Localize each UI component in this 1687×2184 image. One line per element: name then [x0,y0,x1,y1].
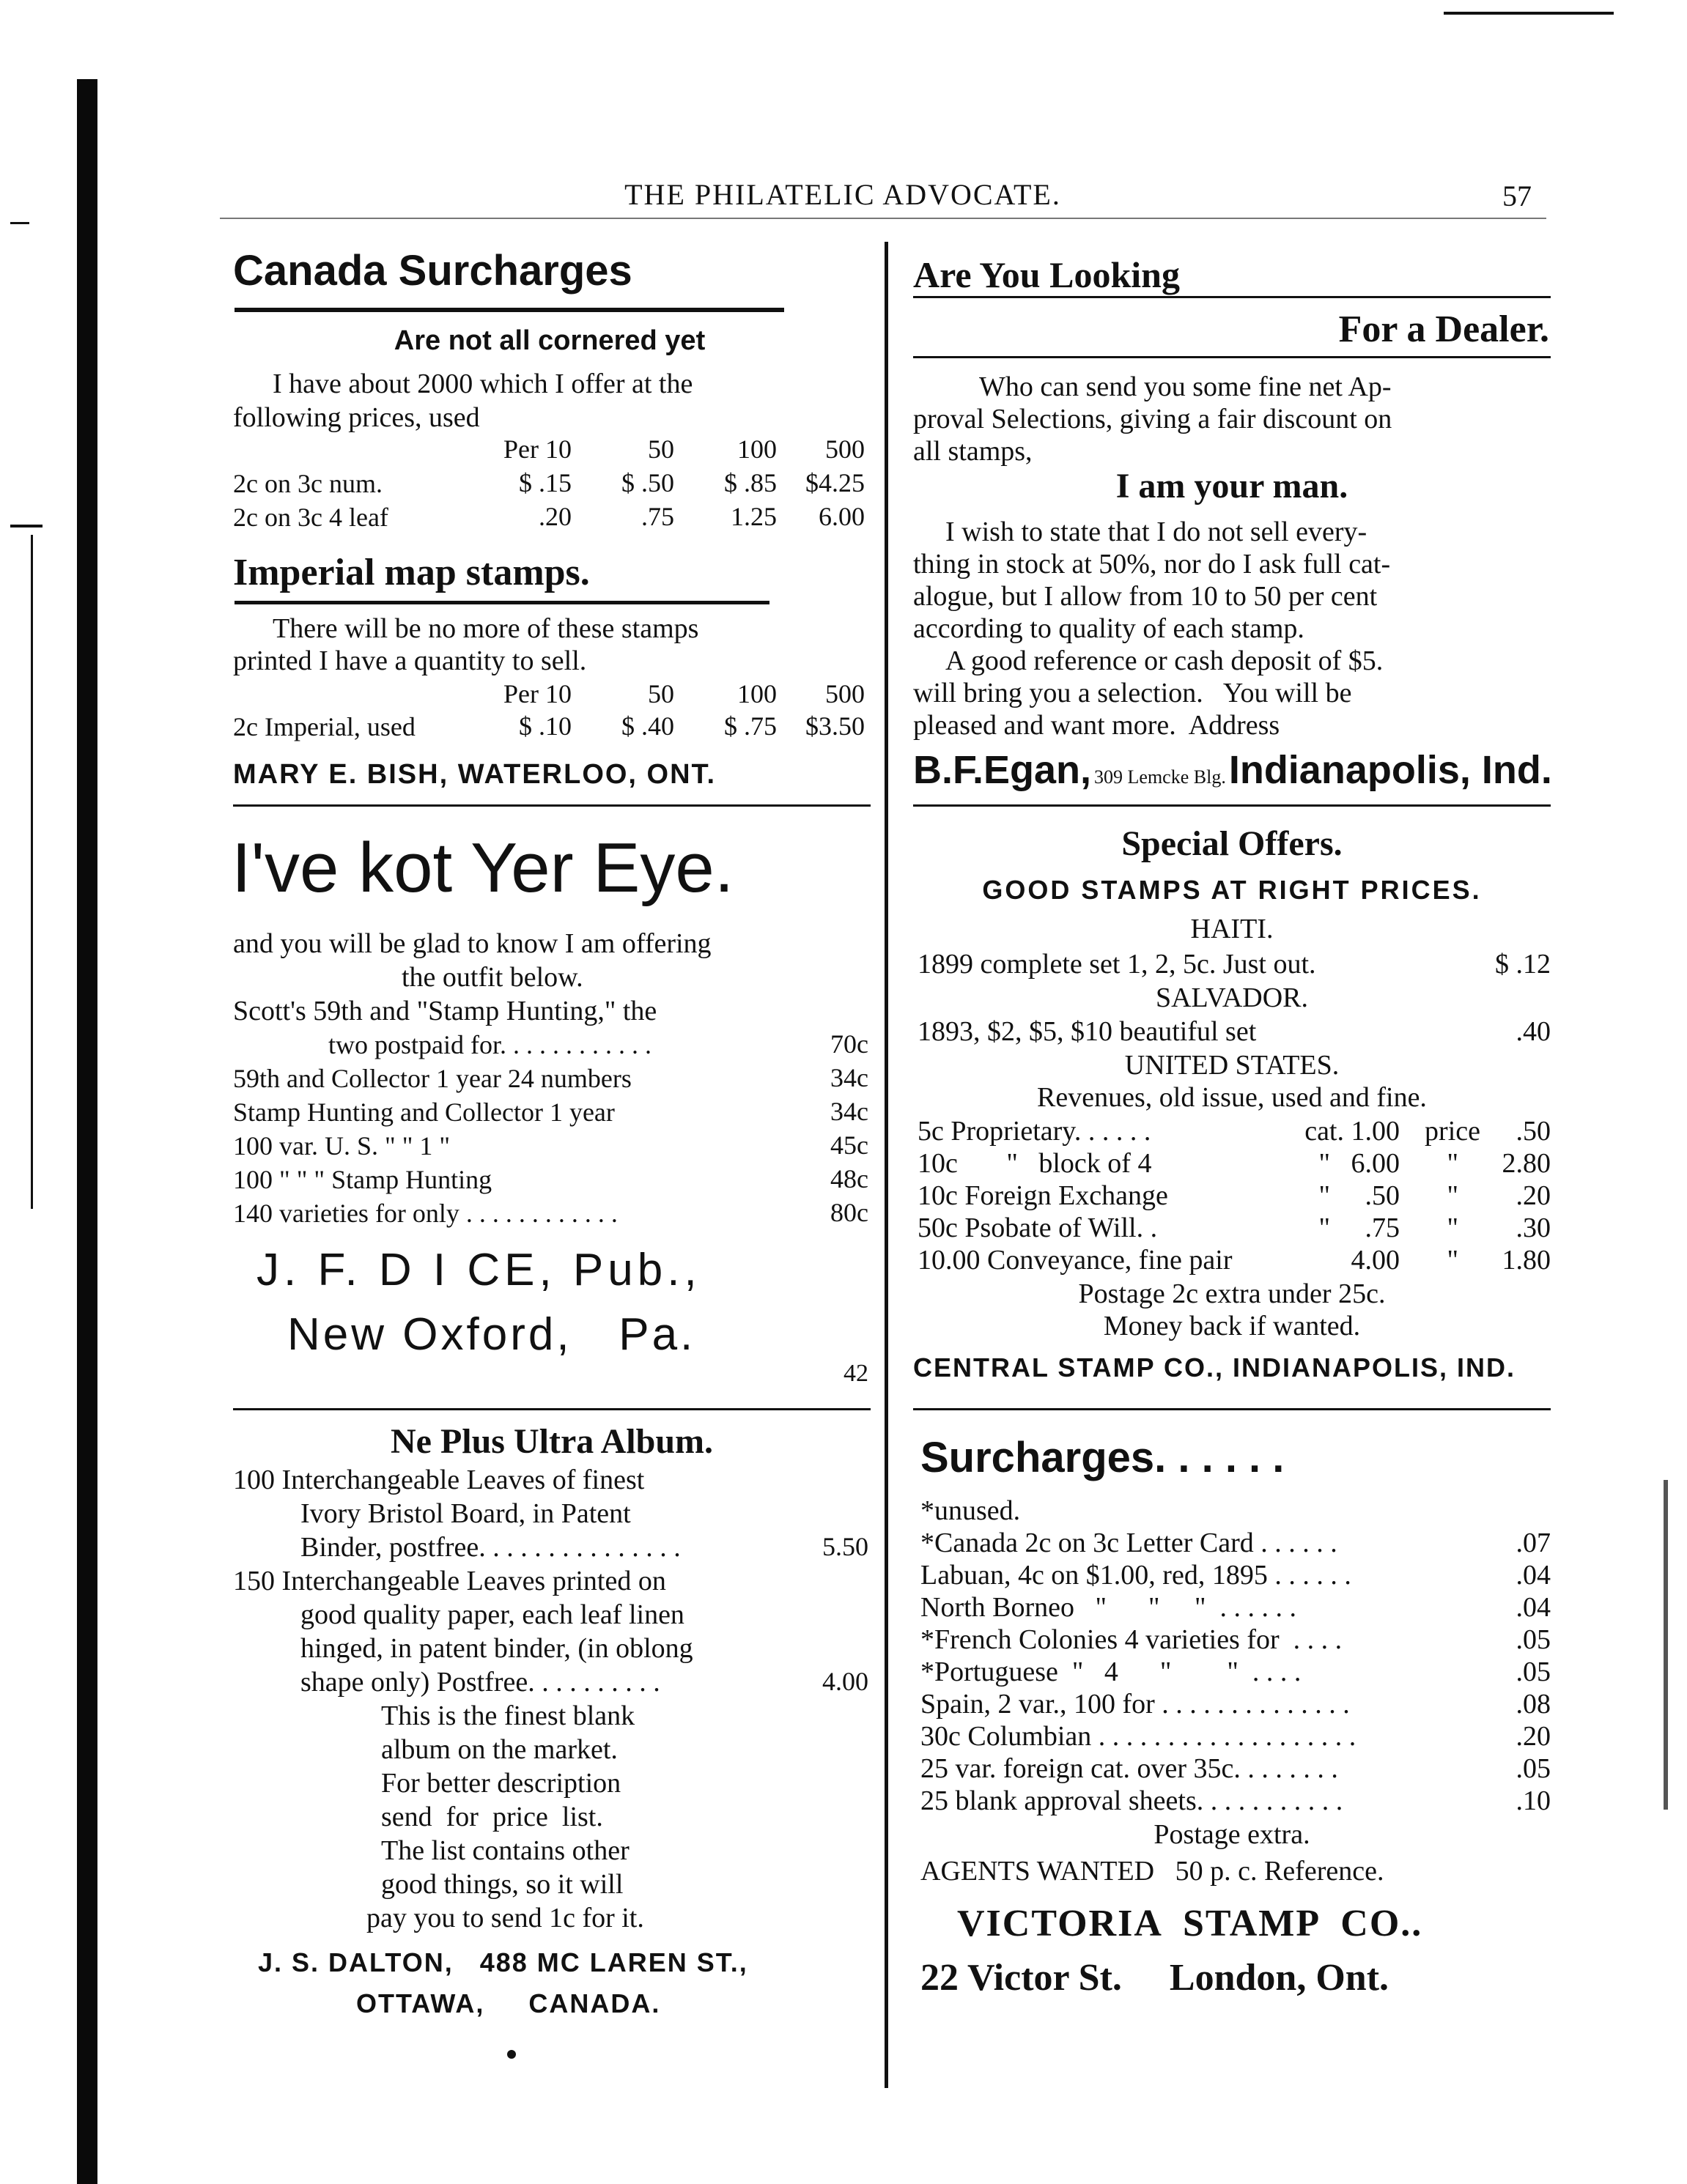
surcharge-row-1-price: .07 [1516,1528,1551,1558]
us-row-1-label: 5c Proprietary. . . . . . [918,1116,1151,1147]
eye-item-1-price: 70c [830,1029,868,1059]
canada-subheading: Are not all cornered yet [394,325,706,356]
eye-line-1: Scott's 59th and "Stamp Hunting," the [233,996,657,1026]
us-row-3-cat: " .50 [1318,1180,1400,1211]
us-heading: UNITED STATES. [1124,1050,1340,1081]
canada-row-2-v1: .20 [539,502,572,531]
eye-item-3-price: 34c [830,1097,868,1126]
imperial-row-label: 2c Imperial, used [233,712,416,741]
canada-row-1-v4: $4.25 [805,468,865,497]
album-blurb-7: pay you to send 1c for it. [366,1903,644,1933]
column-divider [885,242,888,2088]
dealer-p2-line-4: according to quality of each stamp. [913,613,1304,644]
surcharge-row-1-label: *Canada 2c on 3c Letter Card . . . . . . [920,1528,1337,1558]
surcharge-row-9-label: 25 blank approval sheets. . . . . . . . . . . [920,1785,1343,1816]
victoria-address: 22 Victor St. London, Ont. [920,1957,1389,1999]
surcharge-row-2-price: .04 [1516,1560,1551,1591]
us-row-2-cat: " 6.00 [1318,1148,1400,1179]
eye-intro-2: the outfit below. [402,962,583,993]
us-row-3-label: 10c Foreign Exchange [918,1180,1168,1211]
album-address-1: J. S. DALTON, 488 MC LAREN ST., [258,1947,748,1977]
us-row-5-label: 10.00 Conveyance, fine pair [918,1245,1233,1276]
us-row-2-label: 10c " block of 4 [918,1148,1152,1179]
surcharges-note: *unused. [920,1495,1021,1526]
surcharge-row-4-price: .05 [1516,1624,1551,1655]
dealer-tagline: I am your man. [1115,467,1348,506]
album-heading: Ne Plus Ultra Album. [390,1422,713,1461]
eye-item-3-label: Stamp Hunting and Collector 1 year [233,1097,615,1127]
imperial-col-500: 500 [825,679,865,708]
imperial-row-v1: $ .10 [519,711,572,741]
album-blurb-6: good things, so it will [381,1869,624,1900]
dealer-heading-1: Are You Looking [913,254,1180,295]
canada-heading-rule [235,308,784,312]
surcharge-row-6-label: Spain, 2 var., 100 for . . . . . . . . . . . . . . [920,1689,1350,1720]
surcharges-postage: Postage extra. [1153,1819,1310,1850]
canada-row-1-v2: $ .50 [621,468,674,497]
us-row-4-label: 50c Psobate of Will. . [918,1213,1158,1243]
surcharges-agents: AGENTS WANTED 50 p. c. Reference. [920,1856,1384,1887]
dealer-p2-line-1: I wish to state that I do not sell every- [945,517,1367,547]
page-number: 57 [1502,179,1532,212]
canada-row-1-v1: $ .15 [519,468,572,497]
surcharge-row-7-price: .20 [1516,1721,1551,1752]
eye-item-4-label: 100 var. U. S. " " 1 " [233,1131,451,1161]
album-blurb-2: album on the market. [381,1734,618,1765]
us-row-3-priceword: " [1447,1180,1458,1211]
margin-rule-right [1664,1480,1668,1810]
imperial-col-100: 100 [737,679,777,708]
us-row-4-cat: " .75 [1318,1213,1400,1243]
canada-col-500: 500 [825,434,865,464]
album-item-2-line-3: hinged, in patent binder, (in oblong [300,1633,693,1664]
canada-row-2-v3: 1.25 [731,502,777,531]
eye-item-6-label: 140 varieties for only . . . . . . . . . . . . [233,1199,618,1228]
canada-intro-1: I have about 2000 which I offer at the [273,369,693,399]
dealer-heading-rule-2 [913,356,1551,358]
dealer-p2-line-6: will bring you a selection. You will be [913,678,1352,708]
album-address-2: OTTAWA, CANADA. [356,1988,661,2018]
album-price-1: 5.50 [822,1532,868,1561]
dealer-sig-address: 309 Lemcke Blg. [1094,766,1226,788]
section-rule-3 [913,804,1551,807]
dealer-p1-line-3: all stamps, [913,436,1033,467]
salvador-price: .40 [1516,1016,1551,1047]
section-rule-2 [233,1408,871,1410]
dealer-heading-2: For a Dealer. [1338,308,1549,350]
special-heading: Special Offers. [1121,824,1343,863]
corner-rule [1444,12,1614,15]
canada-row-2-v2: .75 [641,502,674,531]
surcharge-row-8-label: 25 var. foreign cat. over 35c. . . . . . . . [920,1753,1338,1784]
album-blurb-4: send for price list. [381,1802,603,1832]
album-item-2-line-4: shape only) Postfree. . . . . . . . . . [300,1667,660,1698]
album-blurb-3: For better description [381,1768,621,1799]
dealer-p2-line-7: pleased and want more. Address [913,710,1280,741]
margin-mark-left-2 [10,525,43,528]
us-row-5-price: 1.80 [1502,1245,1551,1276]
eye-city: New Oxford, Pa. [287,1309,696,1360]
eye-heading: I've kot Yer Eye. [232,829,734,907]
special-address: CENTRAL STAMP CO., INDIANAPOLIS, IND. [913,1352,1516,1382]
haiti-item: 1899 complete set 1, 2, 5c. Just out. [918,949,1316,980]
eye-item-2-label: 59th and Collector 1 year 24 numbers [233,1064,632,1093]
eye-item-2-price: 34c [830,1063,868,1092]
salvador-heading: SALVADOR. [1155,982,1309,1013]
eye-item-4-price: 45c [830,1130,868,1160]
margin-mark-left [10,222,29,224]
surcharge-row-3-label: North Borneo " " " . . . . . . [920,1592,1297,1623]
surcharge-row-2-label: Labuan, 4c on $1.00, red, 1895 . . . . . . [920,1560,1351,1591]
dealer-p1-line-1: Who can send you some fine net Ap- [979,371,1392,402]
header-rule [220,218,1546,219]
album-item-2-line-2: good quality paper, each leaf linen [300,1599,684,1630]
salvador-item: 1893, $2, $5, $10 beautiful set [918,1016,1257,1047]
surcharge-row-5-price: .05 [1516,1656,1551,1687]
surcharge-row-8-price: .05 [1516,1753,1551,1784]
dealer-p2-line-5: A good reference or cash deposit of $5. [945,645,1384,676]
us-row-4-priceword: " [1447,1213,1458,1243]
special-money-back: Money back if wanted. [1103,1311,1361,1341]
album-item-2-line-1: 150 Interchangeable Leaves printed on [233,1566,666,1596]
revenues-line: Revenues, old issue, used and fine. [1037,1082,1427,1113]
album-item-1-line-1: 100 Interchangeable Leaves of finest [233,1465,645,1495]
haiti-price: $ .12 [1495,949,1551,980]
canada-col-100: 100 [737,434,777,464]
eye-ad-number: 42 [844,1360,868,1387]
surcharges-heading: Surcharges. . . . . . [920,1434,1285,1481]
dealer-sig-name: B.F.Egan, [913,748,1092,792]
eye-item-6-price: 80c [830,1198,868,1227]
dealer-heading-rule-1 [913,296,1551,298]
dealer-p2-line-3: alogue, but I allow from 10 to 50 per cent [913,581,1378,612]
dealer-p2-line-2: thing in stock at 50%, nor do I ask full cat- [913,549,1391,580]
imperial-col-50: 50 [648,679,674,708]
surcharge-row-9-price: .10 [1516,1785,1551,1816]
canada-col-per10: Per 10 [503,434,572,464]
special-subheading: GOOD STAMPS AT RIGHT PRICES. [982,875,1482,905]
canada-intro-2: following prices, used [233,402,480,433]
us-row-1-cat: cat. 1.00 [1304,1116,1400,1147]
album-blurb-5: The list contains other [381,1835,630,1866]
album-item-1-line-3: Binder, postfree. . . . . . . . . . . . . . . [300,1532,681,1563]
us-row-5-cat: 4.00 [1351,1245,1400,1276]
canada-heading: Canada Surcharges [233,247,632,295]
album-price-2: 4.00 [822,1667,868,1696]
us-row-5-priceword: " [1447,1245,1458,1276]
us-row-2-price: 2.80 [1502,1148,1551,1179]
us-row-4-price: .30 [1516,1213,1551,1243]
dealer-sig-city: Indianapolis, Ind. [1228,748,1552,792]
margin-rule-left [31,535,33,1209]
special-postage: Postage 2c extra under 25c. [1078,1278,1386,1309]
imperial-row-v2: $ .40 [621,711,674,741]
album-blurb-1: This is the finest blank [381,1700,635,1731]
imperial-col-per10: Per 10 [503,679,572,708]
imperial-row-v3: $ .75 [724,711,777,741]
eye-publisher: J. F. D I CE, Pub., [256,1245,701,1295]
eye-intro-1: and you will be glad to know I am offering [233,928,712,959]
us-row-1-priceword: price [1425,1116,1480,1147]
imperial-text-1: There will be no more of these stamps [273,613,699,644]
imperial-heading: Imperial map stamps. [233,552,590,593]
imperial-row-v4: $3.50 [805,711,865,741]
dealer-signature [913,747,1552,793]
victoria-company: VICTORIA STAMP CO.. [957,1903,1423,1944]
surcharge-row-5-label: *Portuguese " 4 " " . . . . [920,1656,1302,1687]
surcharge-row-6-price: .08 [1516,1689,1551,1720]
us-row-2-priceword: " [1447,1148,1458,1179]
surcharge-row-3-price: .04 [1516,1592,1551,1623]
dealer-p1-line-2: proval Selections, giving a fair discount on [913,404,1392,434]
eye-item-5-price: 48c [830,1164,868,1193]
section-rule-1 [233,804,871,807]
imperial-heading-rule [235,601,769,604]
surcharge-row-7-label: 30c Columbian . . . . . . . . . . . . . . . . . . . [920,1721,1356,1752]
canada-col-50: 50 [648,434,674,464]
us-row-1-price: .50 [1516,1116,1551,1147]
haiti-heading: HAITI. [1190,914,1274,944]
bullet-dot [507,2050,516,2059]
binding-edge [77,79,97,2184]
eye-item-5-label: 100 " " " Stamp Hunting [233,1165,492,1194]
canada-row-2-v4: 6.00 [819,502,865,531]
canada-row-2-label: 2c on 3c 4 leaf [233,503,388,532]
surcharge-row-4-label: *French Colonies 4 varieties for . . . . [920,1624,1343,1655]
eye-item-1-label: two postpaid for. . . . . . . . . . . . [328,1030,651,1059]
imperial-address: MARY E. BISH, WATERLOO, ONT. [233,759,717,790]
us-row-3-price: .20 [1516,1180,1551,1211]
running-title: THE PHILATELIC ADVOCATE. [624,178,1061,211]
canada-row-1-v3: $ .85 [724,468,777,497]
canada-row-1-label: 2c on 3c num. [233,469,383,498]
album-item-1-line-2: Ivory Bristol Board, in Patent [300,1498,631,1529]
section-rule-4 [913,1408,1551,1410]
imperial-text-2: printed I have a quantity to sell. [233,645,587,676]
